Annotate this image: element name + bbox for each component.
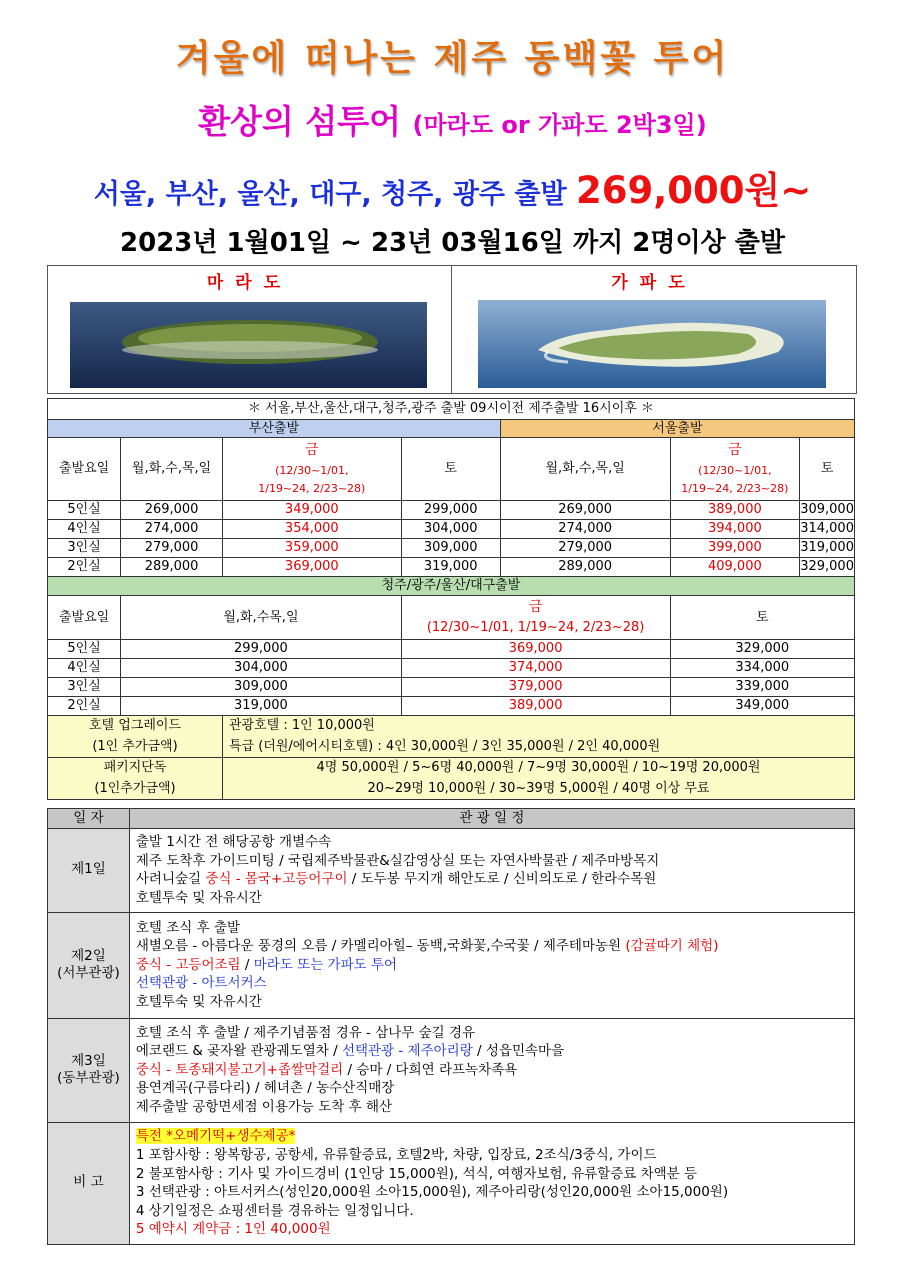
package-private-line1: 4명 50,000원 / 5~6명 40,000원 / 7~9명 30,000원 / 10~19명 20,000원 [316, 760, 761, 776]
departure-time-note: ＊ 서울,부산,울산,대구,청주,광주 출발 09시이전 제주출발 16시이후 ＊ [48, 399, 855, 420]
day2-sep: / [240, 956, 254, 973]
title-island-tour [0, 96, 905, 143]
price-cell: 309,000 [800, 501, 855, 520]
day1-line3 [136, 870, 848, 889]
price-cell: 319,000 [121, 697, 401, 716]
cj-col-friday-dates: (12/30~1/01, 1/19~24, 2/23~28) [426, 620, 645, 636]
room-type: 5인실 [48, 640, 121, 659]
table-row [48, 558, 855, 577]
day1-line2: 제주 도착후 가이드미팅 / 국립제주박물관&실감영상실 또는 자연사박물관 / 제주마방목지 [135, 852, 660, 869]
special-benefit: 특전 *오메기떡+생수제공* [135, 1128, 296, 1145]
price-cell: 309,000 [401, 539, 500, 558]
seoul-departure-header: 서울출발 [500, 420, 854, 438]
gapado-photo-panel [452, 266, 856, 393]
schedule-day1-row [48, 828, 855, 912]
room-type: 2인실 [48, 697, 121, 716]
room-type: 5인실 [48, 501, 121, 520]
title-winter-tour: 겨울에 떠나는 제주 동백꽃 투어 [175, 38, 730, 79]
table-row [48, 640, 855, 659]
col-friday-seoul-dates1: (12/30~1/01, [698, 464, 772, 478]
day3-line1: 호텔 조식 후 출발 / 제주기념품점 경유 - 삼나무 숲길 경유 [135, 1024, 476, 1041]
col-friday-dates1: (12/30~1/01, [275, 464, 349, 478]
price-cell: 274,000 [500, 520, 670, 539]
price-cell: 309,000 [121, 678, 401, 697]
price-cell: 374,000 [401, 659, 670, 678]
title-departure-price [0, 160, 905, 214]
title-island-tour-sub: (마라도 or 가파도 2박3일) [412, 111, 707, 139]
notes-content [129, 1122, 854, 1244]
title-period: 2023년 1월01일 ~ 23년 03월16일 까지 2명이상 출발 [120, 228, 785, 258]
col-weekday: 월,화,수,목,일 [121, 438, 223, 501]
price-cell: 274,000 [121, 520, 223, 539]
price-cell: 354,000 [222, 520, 401, 539]
marado-label: 마라도 [206, 273, 293, 293]
package-private-line2: 20~29명 10,000원 / 30~39명 5,000원 / 40명 이상 무료 [367, 781, 710, 796]
table-row [48, 659, 855, 678]
gapado-label: 가파도 [611, 273, 697, 293]
day2-label [48, 912, 130, 1018]
cheongju-departure-header: 청주/광주/울산/대구출발 [48, 577, 855, 596]
notes-label: 비 고 [48, 1122, 130, 1244]
day2-label-main: 제2일 [71, 947, 106, 964]
room-type: 3인실 [48, 539, 121, 558]
day3-line5: 제주출발 공항면세점 이용가능 도착 후 해산 [135, 1099, 393, 1116]
day2-tangerine: (감귤따기 체험) [625, 938, 719, 955]
table-row [48, 501, 855, 520]
schedule-table [47, 808, 855, 1245]
table-row [48, 678, 855, 697]
price-cell: 349,000 [222, 501, 401, 520]
day3-line3 [136, 1061, 848, 1080]
room-type: 3인실 [48, 678, 121, 697]
day3-optional: 선택관광 - 제주아리랑 [341, 1043, 473, 1060]
col-friday-dates2: 1/19~24, 2/23~28) [258, 482, 366, 496]
cj-col-friday-label: 금 [528, 599, 543, 616]
package-private-label [48, 758, 223, 800]
col-saturday: 토 [401, 438, 500, 501]
col-friday-label: 금 [305, 442, 319, 459]
table-row [48, 520, 855, 539]
note-deposit: 5 예약시 계약금 : 1인 40,000원 [135, 1221, 331, 1238]
day3-line2-c: / 성읍민속마을 [472, 1043, 565, 1060]
col-friday-seoul-label: 금 [728, 442, 742, 459]
price-cell: 319,000 [800, 539, 855, 558]
package-private-title: 패키지단독 [103, 760, 167, 776]
day2-line3 [136, 956, 848, 975]
package-private-prices [222, 758, 854, 800]
island-photos [47, 265, 857, 394]
price-cell: 369,000 [401, 640, 670, 659]
day3-label [48, 1018, 130, 1122]
price-cell: 279,000 [500, 539, 670, 558]
price-cell: 334,000 [670, 659, 854, 678]
col-friday-seoul-dates2: 1/19~24, 2/23~28) [681, 482, 789, 496]
departure-cities: 서울, 부산, 울산, 대구, 청주, 광주 출발 [93, 179, 576, 210]
day3-line2 [136, 1042, 848, 1061]
room-type: 4인실 [48, 520, 121, 539]
day3-label-main: 제3일 [71, 1052, 106, 1069]
note-included: 1 포함사항 : 왕복항공, 공항세, 유류할증료, 호텔2박, 차량, 입장료, 2조식/3중식, 가이드 [135, 1146, 657, 1163]
price-cell: 349,000 [670, 697, 854, 716]
day2-line2 [136, 937, 848, 956]
price-cell: 299,000 [121, 640, 401, 659]
cj-col-departure-day: 출발요일 [48, 596, 121, 640]
price-cell: 329,000 [800, 558, 855, 577]
table-row [48, 539, 855, 558]
day2-plan [129, 912, 854, 1018]
day3-plan [129, 1018, 854, 1122]
col-saturday-seoul: 토 [800, 438, 855, 501]
price-cell: 399,000 [670, 539, 800, 558]
room-type: 4인실 [48, 659, 121, 678]
cj-col-friday [401, 596, 670, 640]
price-cell: 359,000 [222, 539, 401, 558]
price-cell: 389,000 [670, 501, 800, 520]
title-island-tour-main: 환상의 섬투어 [198, 102, 413, 141]
gapado-island-image [478, 300, 826, 388]
col-departure-day: 출발요일 [48, 438, 121, 501]
day2-optional: 선택관광 - 아트서커스 [135, 975, 267, 992]
col-weekday-seoul: 월,화,수,목,일 [500, 438, 670, 501]
day2-line2-a: 새별오름 - 아름다운 풍경의 오름 / 카멜리아힐– 동백,국화꽃,수국꽃 / 제주테마농원 [135, 938, 626, 955]
price-cell: 289,000 [121, 558, 223, 577]
price-cell: 304,000 [121, 659, 401, 678]
price-cell: 289,000 [500, 558, 670, 577]
price-cell: 409,000 [670, 558, 800, 577]
day1-line4: 호텔투숙 및 자유시간 [135, 889, 262, 906]
price-cell: 279,000 [121, 539, 223, 558]
day2-lunch: 중식 - 고등어조림 [135, 956, 241, 973]
price-cell: 339,000 [670, 678, 854, 697]
day1-plan [129, 828, 854, 912]
col-friday [222, 438, 401, 501]
day1-lunch: 중식 - 몸국+고등어구이 [205, 871, 348, 888]
room-type: 2인실 [48, 558, 121, 577]
note-excluded: 2 불포함사항 : 기사 및 가이드경비 (1인당 15,000원), 석식, 여행자보험, 유류할증료 차액분 등 [135, 1165, 698, 1182]
cj-col-weekday: 월,화,수목,일 [121, 596, 401, 640]
busan-departure-header: 부산출발 [48, 420, 501, 438]
marado-island-image [70, 302, 427, 388]
day2-island-tour: 마라도 또는 가파도 투어 [253, 956, 398, 973]
day3-line3-b: / 승마 / 다희연 라프녹차족욕 [343, 1061, 518, 1078]
day3-lunch: 중식 - 토종돼지불고기+좁쌀막걸리 [135, 1061, 344, 1078]
price-cell: 304,000 [401, 520, 500, 539]
price-cell: 269,000 [121, 501, 223, 520]
day2-label-sub: (서부관광) [57, 965, 120, 982]
price-cell: 319,000 [401, 558, 500, 577]
price-cell: 299,000 [401, 501, 500, 520]
hotel-upgrade-prices [222, 716, 854, 758]
price-cell: 389,000 [401, 697, 670, 716]
day3-label-sub: (동부관광) [57, 1070, 120, 1087]
note-shopping: 4 상기일정은 쇼핑센터를 경유하는 일정입니다. [135, 1202, 414, 1219]
day2-line5: 호텔투숙 및 자유시간 [135, 994, 262, 1011]
hotel-upgrade-subtitle: (1인 추가금액) [92, 739, 178, 754]
schedule-day3-row [48, 1018, 855, 1122]
day1-line3-c: / 도두봉 무지개 해안도로 / 신비의도로 / 한라수목원 [347, 871, 657, 888]
price-cell: 329,000 [670, 640, 854, 659]
schedule-col-plan: 관 광 일 정 [129, 809, 854, 829]
hotel-upgrade-line2: 특급 (더원/에어시티호텔) : 4인 30,000원 / 3인 35,000원 / 2인 40,000원 [228, 739, 661, 754]
note-optional: 3 선택관광 : 아트서커스(성인20,000원 소아15,000원), 제주아리랑(성인20,000원 소아15,000원) [135, 1184, 729, 1201]
col-friday-seoul [670, 438, 800, 501]
day1-line1: 출발 1시간 전 해당공항 개별수속 [135, 833, 332, 850]
hotel-upgrade-label [48, 716, 223, 758]
table-row [48, 697, 855, 716]
day1-label: 제1일 [48, 828, 130, 912]
price-cell: 314,000 [800, 520, 855, 539]
package-private-subtitle: (1인추가금액) [94, 781, 176, 796]
day3-line2-a: 에코랜드 & 곶자왈 관광궤도열차 / [135, 1043, 342, 1060]
hotel-upgrade-line1: 관광호텔 : 1인 10,000원 [228, 718, 375, 734]
schedule-notes-row [48, 1122, 855, 1244]
day3-line4: 용연계곡(구름다리) / 헤녀촌 / 농수산직매장 [135, 1080, 395, 1097]
price-cell: 379,000 [401, 678, 670, 697]
starting-price: 269,000원~ [575, 169, 812, 212]
cj-col-saturday: 토 [670, 596, 854, 640]
schedule-col-day: 일 자 [48, 809, 130, 829]
hotel-upgrade-title: 호텔 업그레이드 [88, 718, 181, 734]
price-table [47, 398, 855, 800]
marado-photo-panel [48, 266, 452, 393]
price-cell: 269,000 [500, 501, 670, 520]
day2-line1: 호텔 조식 후 출발 [135, 919, 241, 936]
price-cell: 394,000 [670, 520, 800, 539]
price-cell: 369,000 [222, 558, 401, 577]
day1-line3-a: 사려니숲길 [135, 871, 206, 888]
schedule-day2-row [48, 912, 855, 1018]
